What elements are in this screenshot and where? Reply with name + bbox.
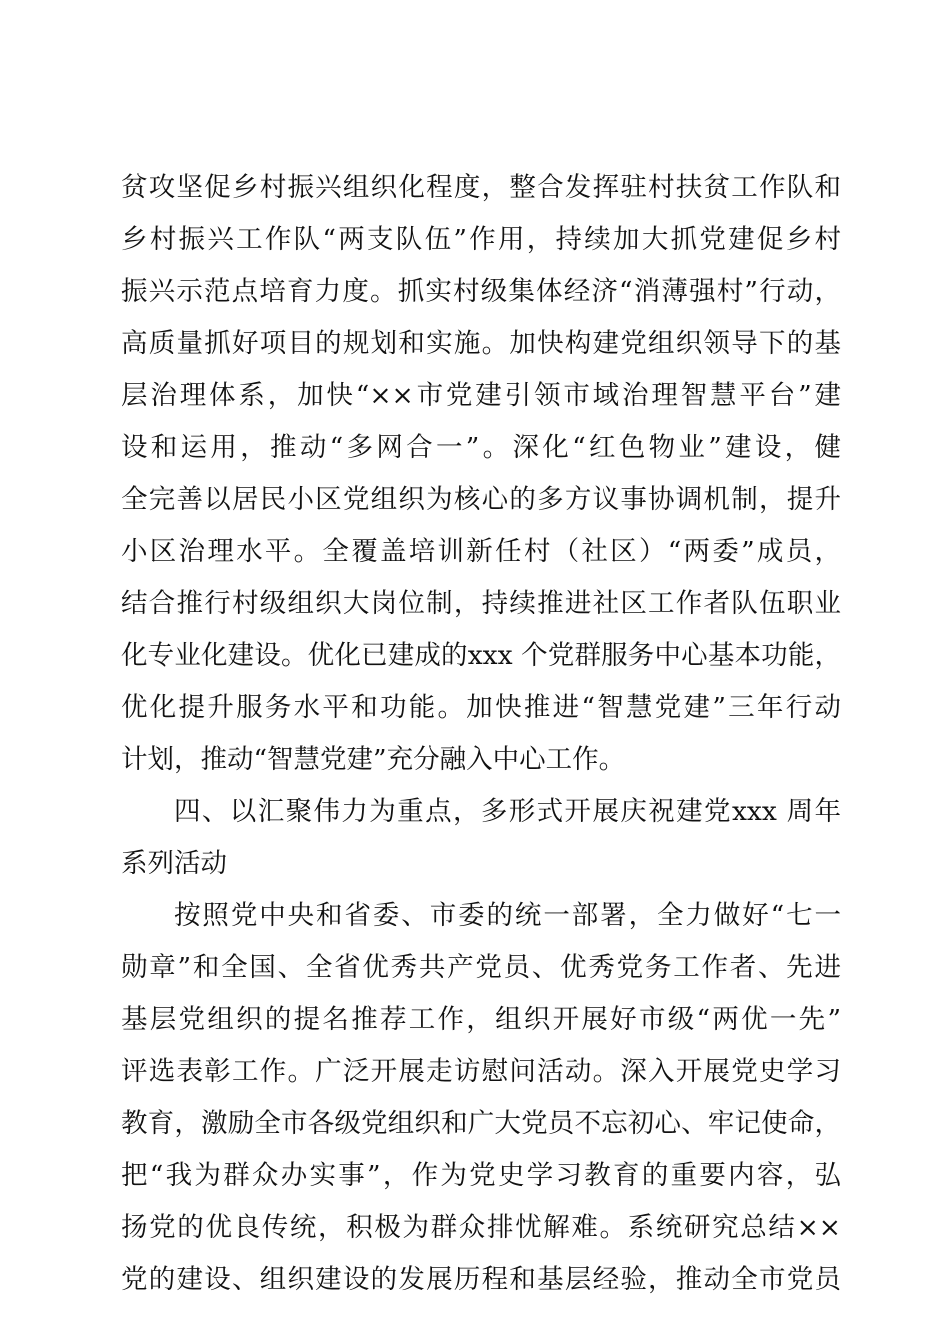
paragraph-line: 评选表彰工作。广泛开展走访慰问活动。深入开展党史学习 <box>121 1056 841 1087</box>
paragraph-line: 贫攻坚促乡村振兴组织化程度，整合发挥驻村扶贫工作队和 <box>121 172 841 203</box>
paragraph-line: 化专业化建设。优化已建成的xxx 个党群服务中心基本功能， <box>121 640 841 671</box>
paragraph-line: 扬党的优良传统，积极为群众排忧解难。系统研究总结×× <box>121 1212 841 1243</box>
paragraph-line: 勋章”和全国、全省优秀共产党员、优秀党务工作者、先进 <box>121 952 841 983</box>
paragraph-line: 基层党组织的提名推荐工作，组织开展好市级“两优一先” <box>121 1004 841 1035</box>
paragraph-line: 党的建设、组织建设的发展历程和基层经验，推动全市党员 <box>121 1264 841 1295</box>
paragraph-line: 优化提升服务水平和功能。加快推进“智慧党建”三年行动 <box>121 692 841 723</box>
paragraph-line: 计划，推动“智慧党建”充分融入中心工作。 <box>121 744 626 775</box>
paragraph-line: 小区治理水平。全覆盖培训新任村（社区）“两委”成员， <box>121 536 841 567</box>
paragraph-line: 高质量抓好项目的规划和实施。加快构建党组织领导下的基 <box>121 328 841 359</box>
paragraph-line: 乡村振兴工作队“两支队伍”作用，持续加大抓党建促乡村 <box>121 224 841 255</box>
section-heading-line: 四、以汇聚伟力为重点，多形式开展庆祝建党xxx 周年 <box>174 796 841 827</box>
paragraph-line: 设和运用，推动“多网合一”。深化“红色物业”建设，健 <box>121 432 841 463</box>
paragraph-line: 全完善以居民小区党组织为核心的多方议事协调机制，提升 <box>121 484 841 515</box>
paragraph-line: 层治理体系，加快“××市党建引领市域治理智慧平台”建 <box>121 380 841 411</box>
paragraph-line: 把“我为群众办实事”，作为党史学习教育的重要内容，弘 <box>121 1160 841 1191</box>
paragraph-line: 结合推行村级组织大岗位制，持续推进社区工作者队伍职业 <box>121 588 841 619</box>
paragraph-line: 教育，激励全市各级党组织和广大党员不忘初心、牢记使命， <box>121 1108 841 1139</box>
paragraph-line: 振兴示范点培育力度。抓实村级集体经济“消薄强村”行动， <box>121 276 841 307</box>
section-heading-line: 系列活动 <box>121 848 227 879</box>
paragraph-line: 按照党中央和省委、市委的统一部署，全力做好“七一 <box>174 900 841 931</box>
